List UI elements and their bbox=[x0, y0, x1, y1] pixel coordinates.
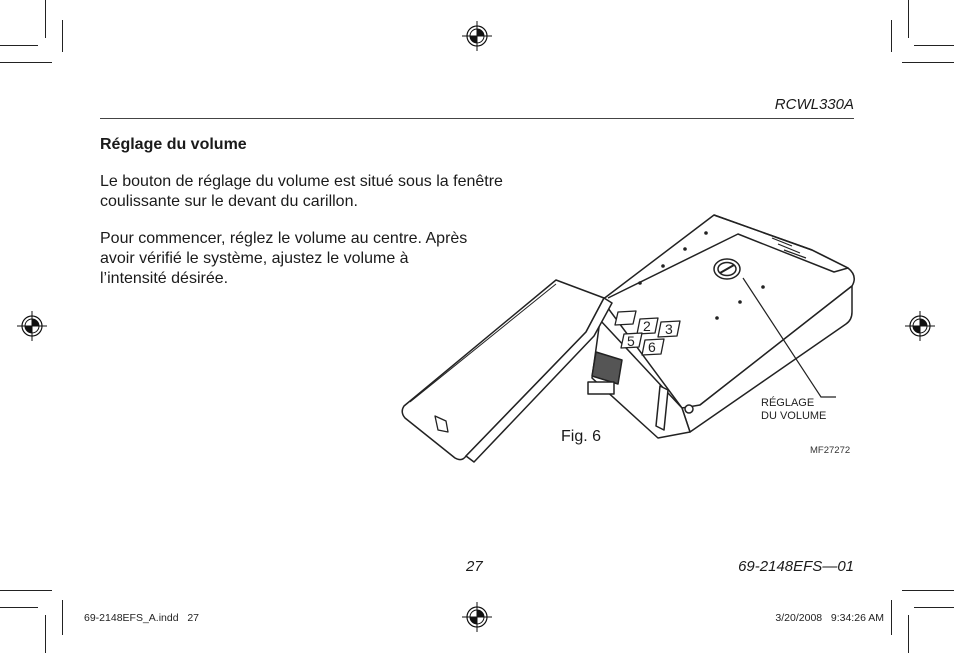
registration-target-icon bbox=[462, 21, 492, 51]
model-number: RCWL330A bbox=[774, 96, 854, 113]
svg-text:3: 3 bbox=[665, 321, 673, 337]
svg-text:2: 2 bbox=[643, 318, 651, 334]
registration-target-icon bbox=[905, 311, 935, 341]
registration-target-icon bbox=[17, 311, 47, 341]
slug-timestamp: 3/20/2008 9:34:26 AM bbox=[775, 612, 884, 624]
header-rule bbox=[100, 118, 854, 119]
volume-callout-label: RÉGLAGE DU VOLUME bbox=[761, 397, 827, 422]
slug-filename: 69-2148EFS_A.indd 27 bbox=[84, 612, 199, 624]
figure-label: Fig. 6 bbox=[561, 428, 602, 445]
document-code: 69-2148EFS—01 bbox=[738, 558, 854, 575]
paragraph: Pour commencer, réglez le volume au centre. Après avoir vérifié le système, ajustez le volume à l’intensité désirée. bbox=[100, 230, 468, 287]
section-title: Réglage du volume bbox=[100, 136, 247, 153]
svg-text:5: 5 bbox=[627, 333, 635, 349]
registration-target-icon bbox=[462, 602, 492, 632]
page-number: 27 bbox=[466, 558, 483, 575]
svg-text:6: 6 bbox=[648, 339, 656, 355]
figure-code: MF27272 bbox=[810, 445, 851, 456]
paragraph: Le bouton de réglage du volume est situé sous la fenêtre coulissante sur le devant du carillon. bbox=[100, 173, 503, 210]
